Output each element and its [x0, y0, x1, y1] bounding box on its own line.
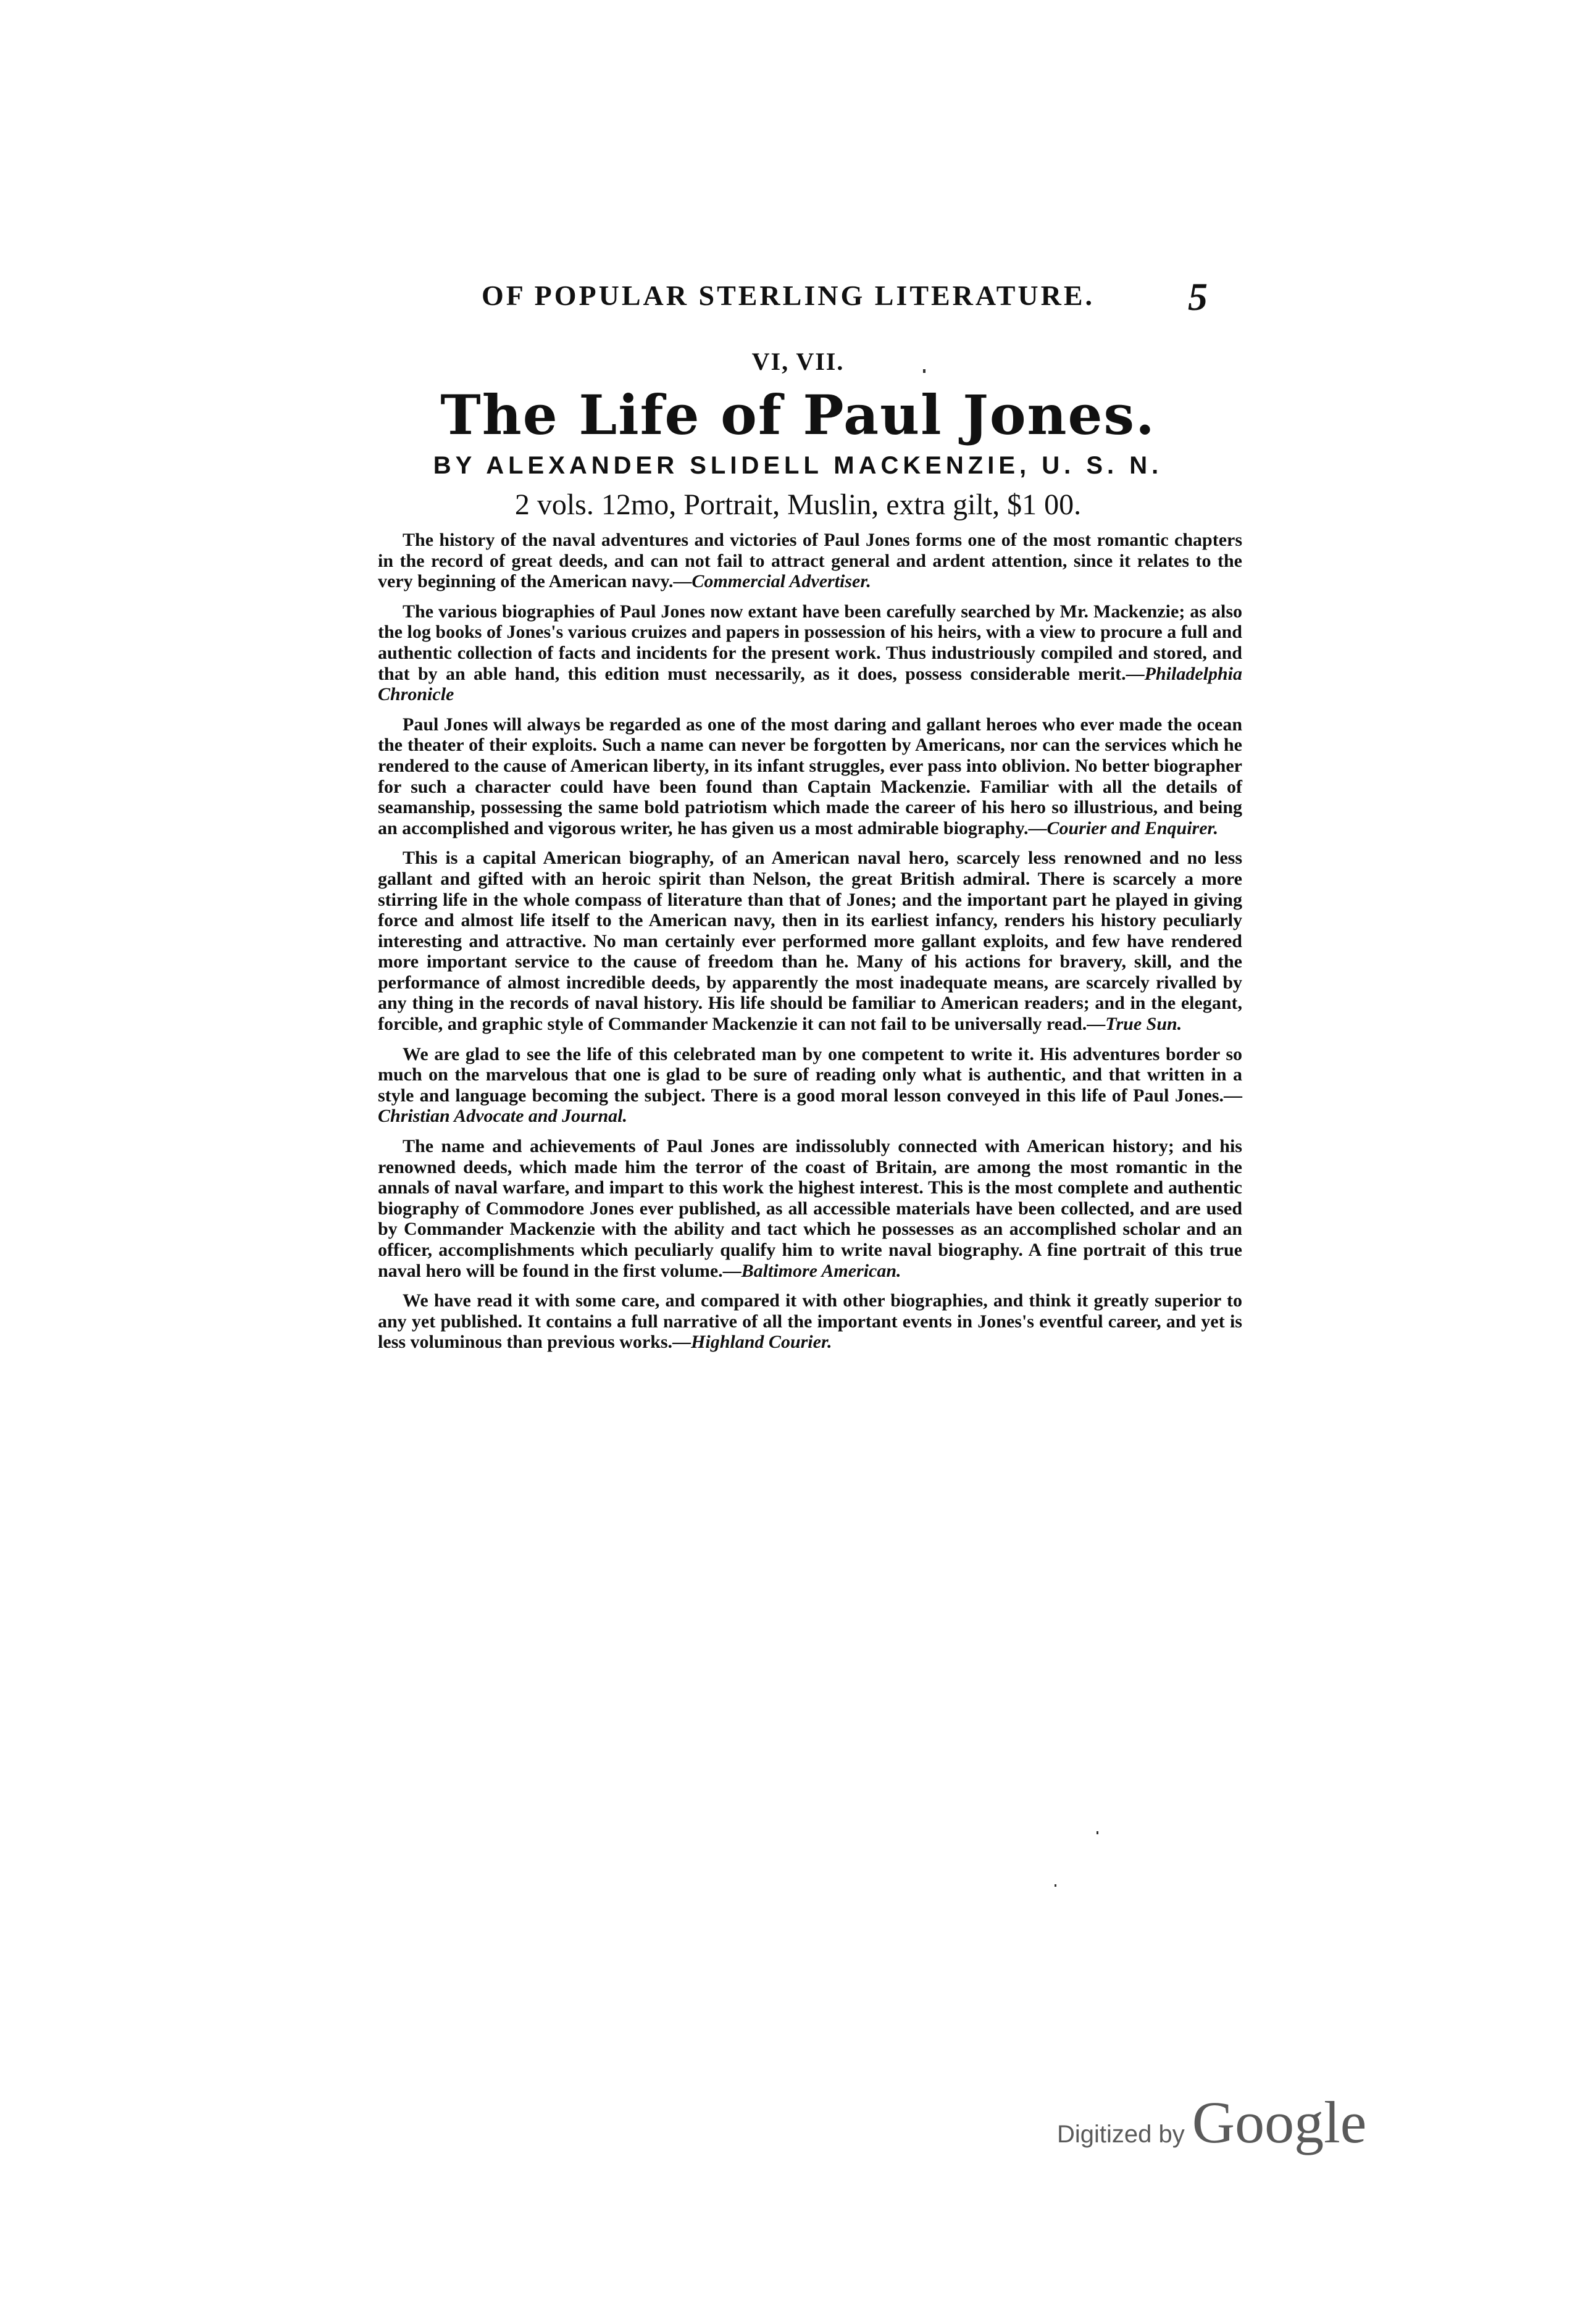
review-source: Philadelphia Chronicle [378, 663, 1242, 705]
review-paragraph [378, 848, 1242, 1034]
review-paragraph [378, 1290, 1242, 1353]
review-text: The history of the naval adventures and victories of Paul Jones forms one of the most romantic chapters in the record of great deeds, and can not fail to attract general and ardent attention, since it relates to the very beginning of the American navy.— [378, 530, 1242, 592]
review-text: The various biographies of Paul Jones now extant have been carefully searched by Mr. Mackenzie; as also the log books of Jones's various cruizes and papers in possession of his heirs, with a view to procure a full and authentic collection of facts and incidents for the present work. Thus industriously compiled and stored, and that by an able hand, this edition must necessarily, as it does, possess considerable merit.— [378, 601, 1242, 684]
reviews-section [378, 530, 1242, 1362]
watermark-brand: Google [1192, 2089, 1367, 2155]
page-number: 5 [1188, 275, 1210, 319]
digitized-by-watermark [1057, 2088, 1366, 2162]
review-text: The name and achievements of Paul Jones are indissolubly connected with American history; and his renowned deeds, which made him the terror of the coast of Britain, are among the most romantic in the annals of naval warfare, and impart to this work the highest interest. This is the most complete and authentic biography of Commodore Jones ever published, as all accessible materials have been collected, and are used by Commander Mackenzie with the ability and tact which he possesses as an accomplished scholar and an officer, accomplishments which peculiarly qualify him to write naval biography. A fine portrait of this true naval hero will be found in the first volume.— [378, 1136, 1242, 1281]
ink-speck [1097, 1831, 1098, 1834]
review-text: We have read it with some care, and compared it with other biographies, and think it greatly superior to any yet published. It contains a full narrative of all the important events in Jones's eventful career, and yet is less voluminous than previous works.— [378, 1290, 1242, 1353]
review-text: This is a capital American biography, of an American naval hero, scarcely less renowned and no less gallant and gifted with an heroic spirit than Nelson, the great British admiral. There is scarcely a more stirring life in the whole compass of literature than that of Jones; and the important part he played in giving force and almost life itself to the American navy, then in its earliest infancy, renders his history peculiarly interesting and attractive. No man certainly ever performed more gallant exploits, and few have rendered more important service to the cause of freedom than he. Many of his actions for bravery, skill, and the performance of almost incredible deeds, by apparently the most inadequate means, are scarcely rivalled by any thing in the records of naval history. His life should be familiar to American readers; and in the elegant, forcible, and graphic style of Commander Mackenzie it can not fail to be universally read.— [378, 848, 1242, 1035]
review-paragraph [378, 530, 1242, 592]
review-source: Courier and Enquirer. [1047, 817, 1219, 838]
review-source: True Sun. [1105, 1014, 1182, 1035]
review-source: Baltimore American. [741, 1260, 901, 1281]
review-paragraph [378, 1136, 1242, 1281]
book-title: The Life of Paul Jones. [440, 383, 1156, 447]
review-paragraph [378, 601, 1242, 705]
running-head-title: OF POPULAR STERLING LITERATURE. [482, 280, 1095, 311]
review-paragraph [378, 1044, 1242, 1127]
review-text: Paul Jones will always be regarded as one of the most daring and gallant heroes who ever made the ocean the theater of their exploits. Such a name can never be forgotten by Americans, nor can the services which he rendered to the cause of American liberty, in its infant struggles, ever pass into oblivion. No better biographer for such a character could have been found than Captain Mackenzie. Familiar with all the details of seamanship, possessing the same bold patriotism which made the career of his hero so illustrious, and being an accomplished and vigorous writer, he has given us a most admirable biography.— [378, 714, 1242, 838]
volume-number: VI, VII. [751, 348, 845, 375]
watermark-label: Digitized by [1057, 2121, 1185, 2148]
edition-line: 2 vols. 12mo, Portrait, Muslin, extra gilt, $1 00. [514, 488, 1082, 521]
review-source: Christian Advocate and Journal. [378, 1106, 627, 1127]
author-line: BY ALEXANDER SLIDELL MACKENZIE, U. S. N. [433, 452, 1163, 479]
review-paragraph [378, 714, 1242, 839]
review-source: Commercial Advertiser. [691, 571, 871, 592]
running-head [482, 275, 1210, 322]
review-text: We are glad to see the life of this celebrated man by one competent to write it. His adventures border so much on the marvelous that one is glad to be sure of reading only what is authentic, and that written in a style and language becoming the subject. There is a good moral lesson conveyed in this life of Paul Jones.— [378, 1043, 1242, 1106]
ink-speck [1055, 1884, 1056, 1887]
review-source: Highland Courier. [691, 1332, 832, 1353]
ink-speck [923, 369, 925, 373]
